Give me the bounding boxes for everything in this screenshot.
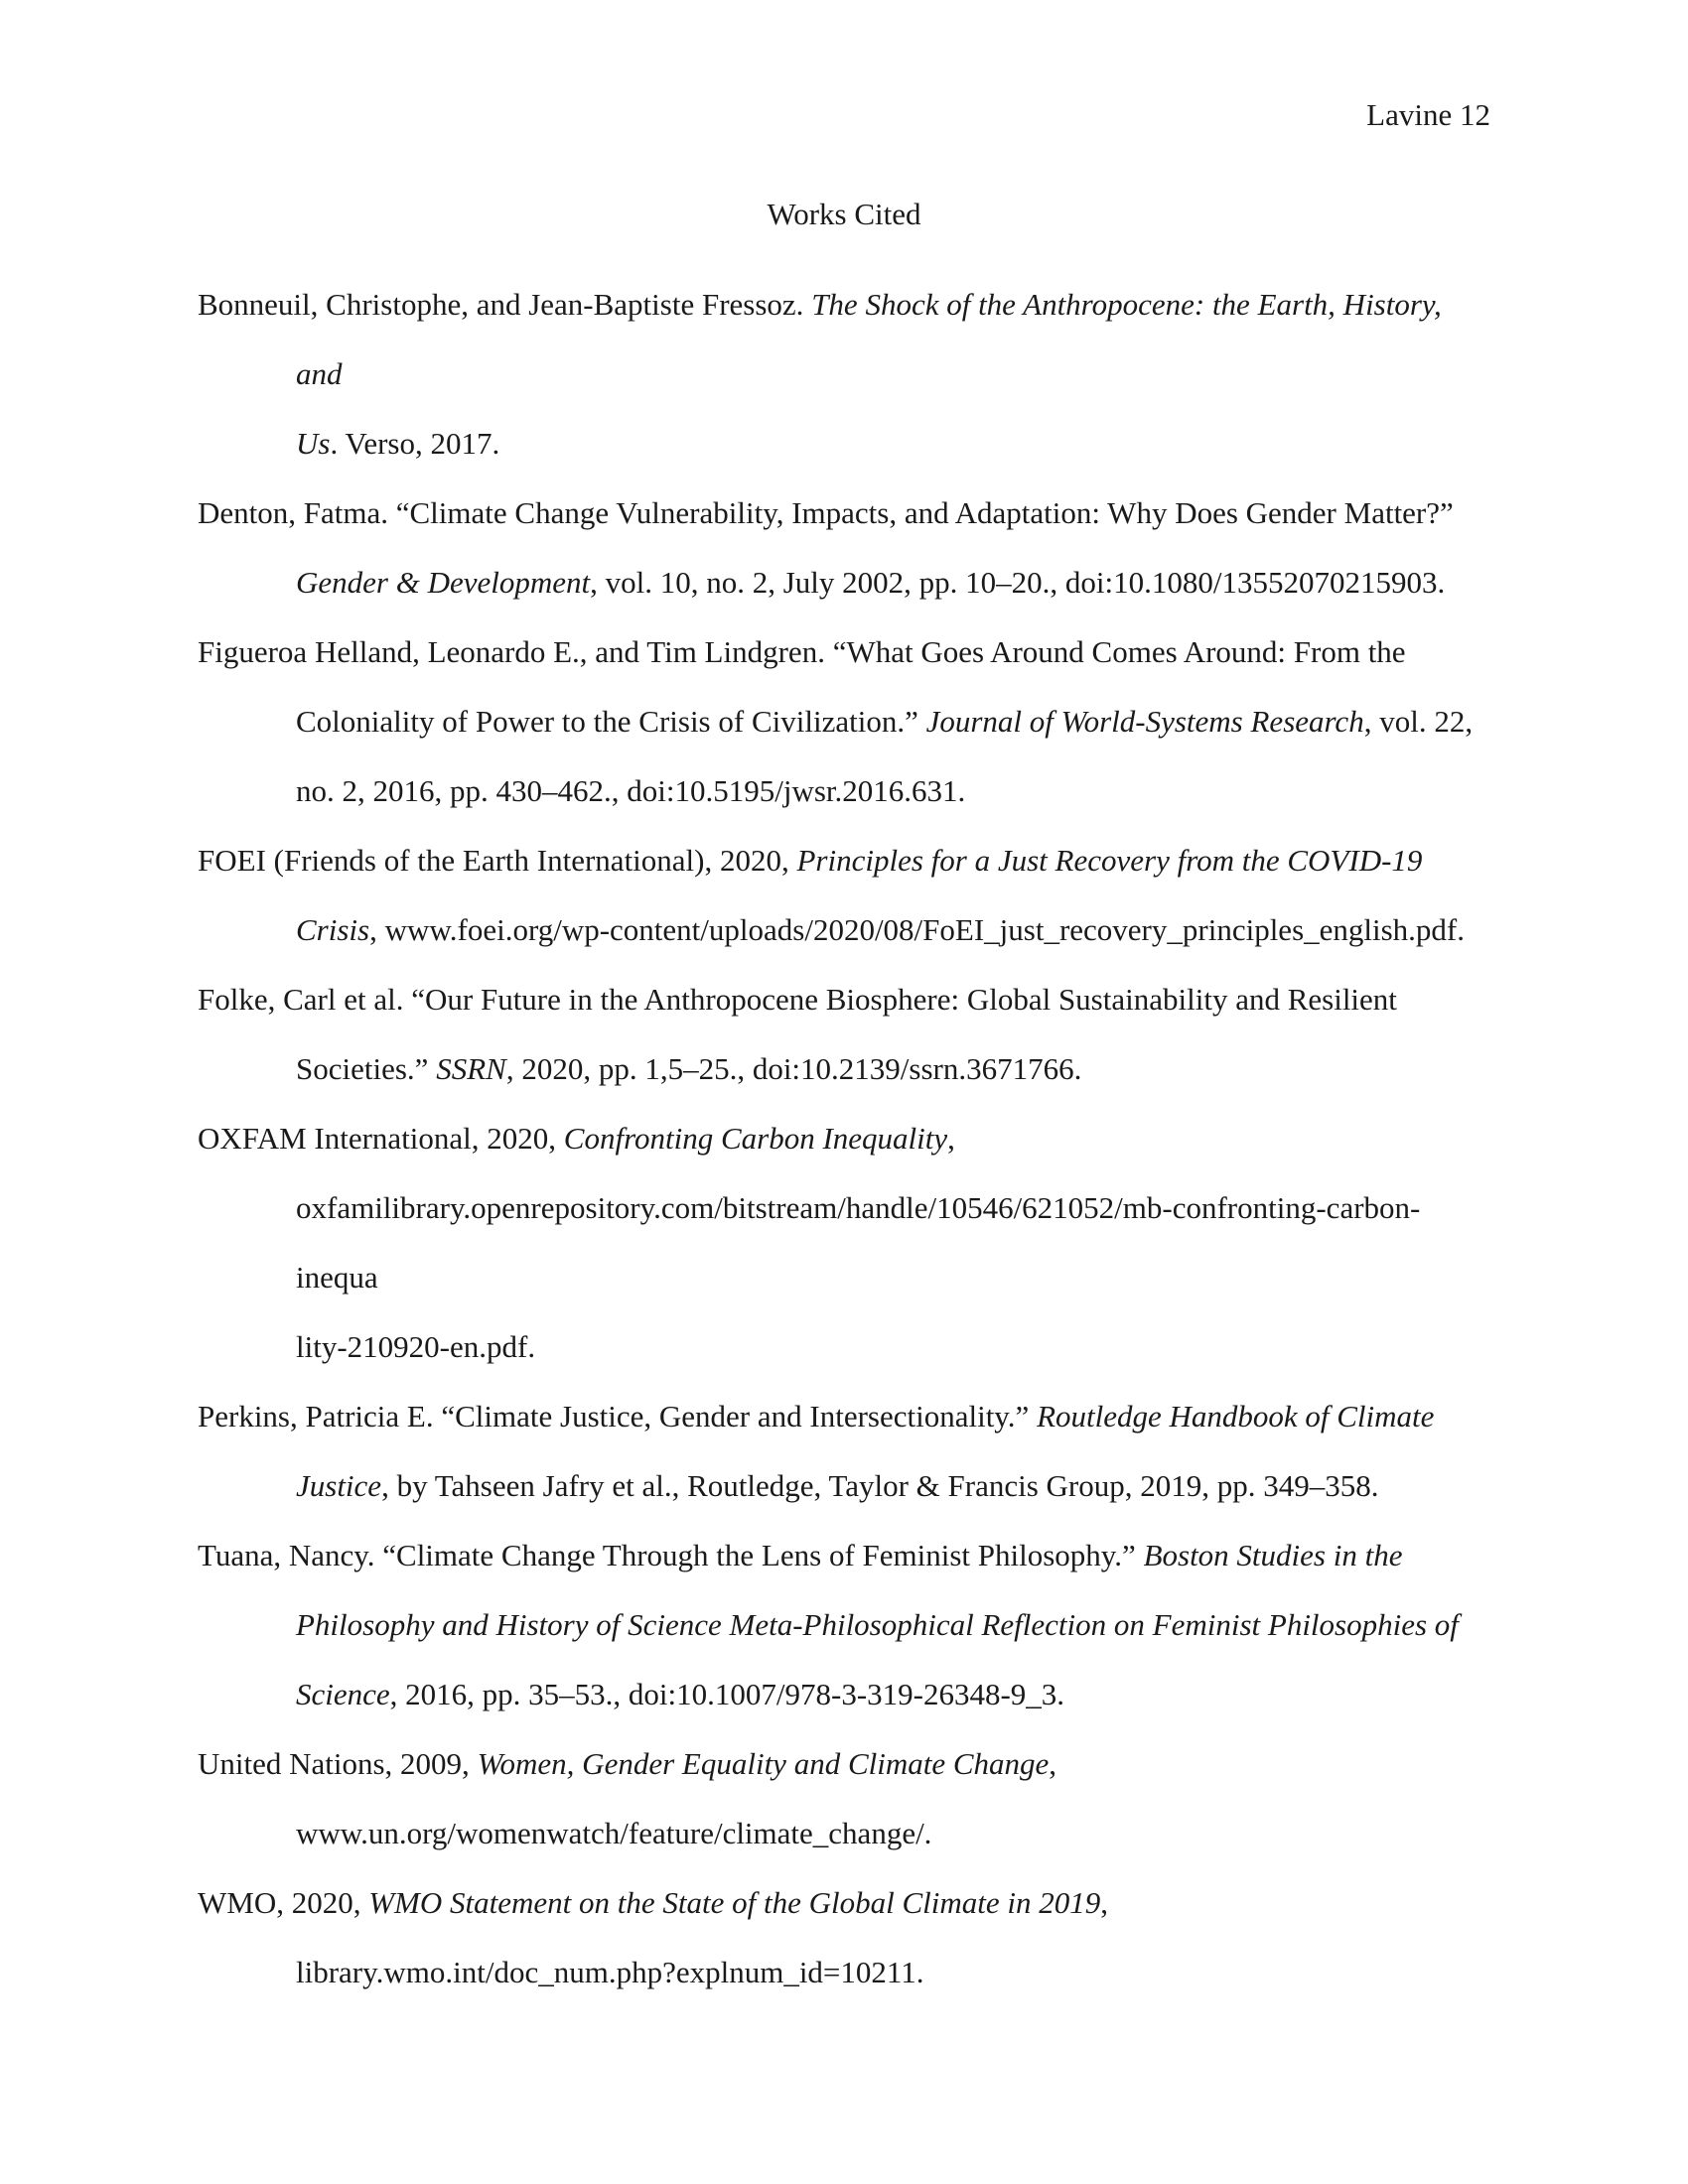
citation-details: , vol. 22, no. 2, 2016, pp. 430–462., doi:10.5195/jwsr.2016.631. bbox=[296, 704, 1474, 808]
citation-details: , www.un.org/womenwatch/feature/climate_change/. bbox=[296, 1746, 1057, 1850]
citation-title: Women, Gender Equality and Climate Change bbox=[477, 1746, 1050, 1781]
citation-details: , library.wmo.int/doc_num.php?explnum_id=10211. bbox=[296, 1885, 1108, 1989]
citation-title: Boston Studies in the Philosophy and History of Science Meta-Philosophical Reflection on Feminist Philosophies of Science bbox=[296, 1538, 1459, 1711]
citation-details: , by Tahseen Jafry et al., Routledge, Taylor & Francis Group, 2019, pp. 349–358. bbox=[381, 1468, 1379, 1503]
citation-title: Confronting Carbon Inequality bbox=[563, 1121, 948, 1156]
works-cited-list bbox=[198, 270, 1490, 2007]
running-head: Lavine 12 bbox=[1366, 97, 1490, 132]
citation-text: Perkins, Patricia E. “Climate Justice, Gender and Intersectionality.” bbox=[198, 1399, 1038, 1433]
citation-entry bbox=[198, 1521, 1490, 1729]
citation-text: Tuana, Nancy. “Climate Change Through the Lens of Feminist Philosophy.” bbox=[198, 1538, 1144, 1572]
citation-text: OXFAM International, 2020, bbox=[198, 1121, 564, 1156]
citation-title: Routledge Handbook of Climate Justice bbox=[296, 1399, 1435, 1503]
citation-entry bbox=[198, 270, 1490, 478]
citation-text: Figueroa Helland, Leonardo E., and Tim Lindgren. “What Goes Around Comes Around: From the Coloniality of Power to the Crisis of Civilization.” bbox=[198, 634, 1406, 739]
citation-title: SSRN bbox=[436, 1051, 506, 1086]
citation-entry bbox=[198, 965, 1490, 1104]
citation-details: . Verso, 2017. bbox=[330, 426, 500, 461]
citation-details: , vol. 10, no. 2, July 2002, pp. 10–20., doi:10.1080/13552070215903. bbox=[590, 565, 1446, 600]
citation-text: WMO, 2020, bbox=[198, 1885, 369, 1920]
citation-entry bbox=[198, 1729, 1490, 1868]
page-title: Works Cited bbox=[767, 197, 921, 231]
citation-details: , oxfamilibrary.openrepository.com/bitstream/handle/10546/621052/mb-confronting-carbon-inequa lity-210920-en.pdf. bbox=[296, 1121, 1421, 1364]
citation-details: , 2016, pp. 35–53., doi:10.1007/978-3-319-26348-9_3. bbox=[389, 1677, 1065, 1711]
citation-title: Gender & Development bbox=[296, 565, 591, 600]
citation-text: Denton, Fatma. “Climate Change Vulnerability, Impacts, and Adaptation: Why Does Gender Matter?” bbox=[198, 495, 1454, 530]
citation-entry bbox=[198, 1104, 1490, 1382]
citation-entry bbox=[198, 617, 1490, 826]
citation-title: Journal of World-Systems Research bbox=[925, 704, 1364, 739]
citation-text: Folke, Carl et al. “Our Future in the Anthropocene Biosphere: Global Sustainability and Resilient Societies.” bbox=[198, 982, 1397, 1086]
citation-text: FOEI (Friends of the Earth International), 2020, bbox=[198, 843, 797, 878]
citation-text: Bonneuil, Christophe, and Jean-Baptiste Fressoz. bbox=[198, 287, 812, 322]
citation-entry bbox=[198, 478, 1490, 617]
citation-text: United Nations, 2009, bbox=[198, 1746, 478, 1781]
citation-title: The Shock of the Anthropocene: the Earth, History, and Us bbox=[296, 287, 1442, 461]
citation-details: , 2020, pp. 1,5–25., doi:10.2139/ssrn.3671766. bbox=[505, 1051, 1082, 1086]
citation-entry bbox=[198, 1382, 1490, 1521]
citation-entry bbox=[198, 826, 1490, 965]
citation-entry bbox=[198, 1868, 1490, 2007]
citation-title: WMO Statement on the State of the Global Climate in 2019 bbox=[368, 1885, 1101, 1920]
citation-details: , www.foei.org/wp-content/uploads/2020/08/FoEI_just_recovery_principles_english.pdf. bbox=[369, 912, 1466, 947]
citation-title: Principles for a Just Recovery from the COVID-19 Crisis bbox=[296, 843, 1423, 947]
